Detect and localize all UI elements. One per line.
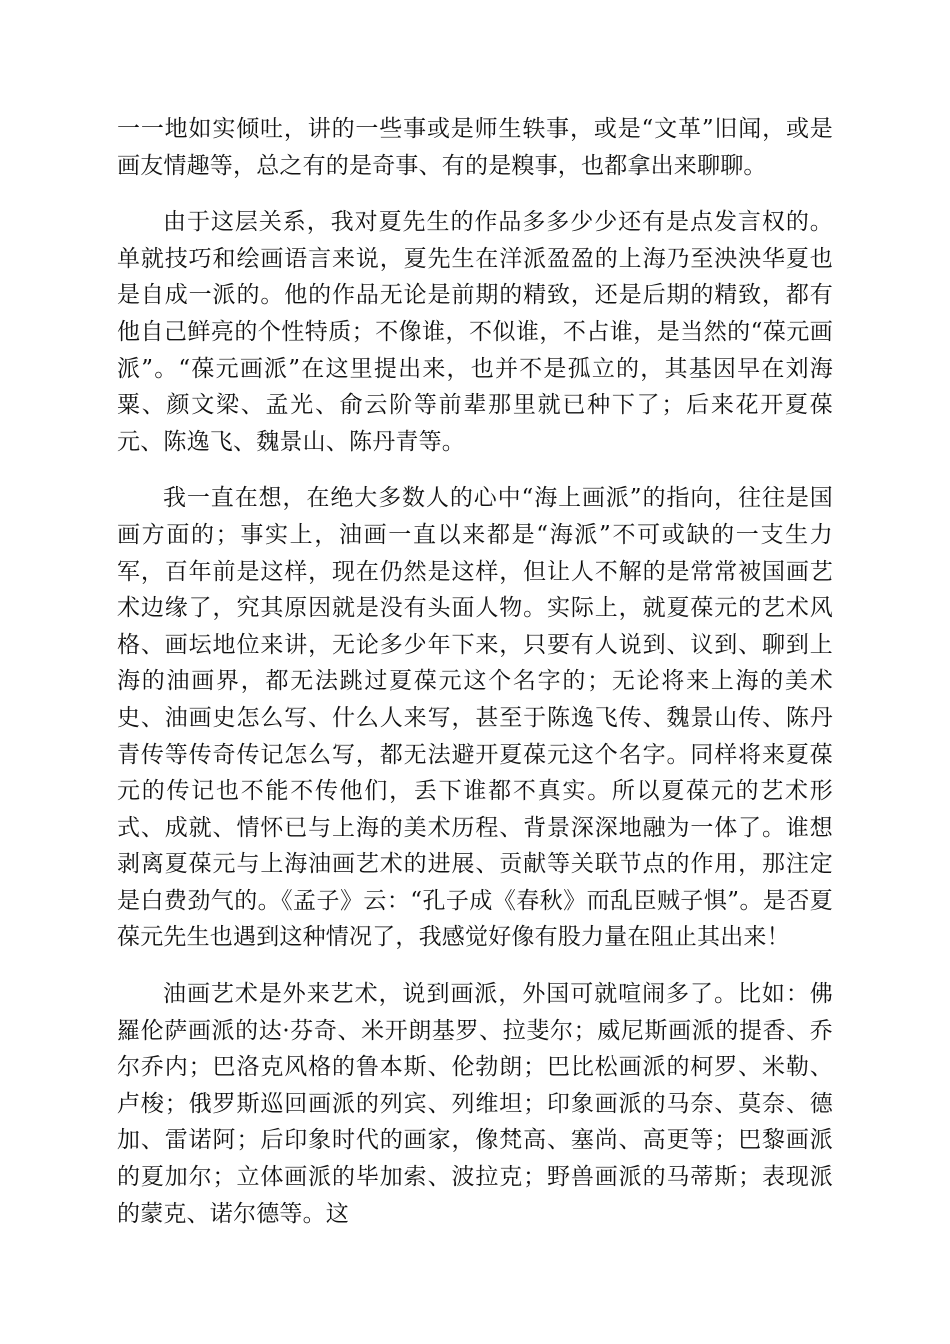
paragraph-4: 油画艺术是外来艺术，说到画派，外国可就喧闹多了。比如：佛羅伦萨画派的达·芬奇、米开朗基罗、拉斐尔；威尼斯画派的提香、乔尔乔内；巴洛克风格的鲁本斯、伦勃朗；巴比松画派的柯罗、米勒、卢梭；俄罗斯巡回画派的列宾、列维坦；印象画派的马奈、莫奈、德加、雷诺阿；后印象时代的画家，像梵高、塞尚、高更等；巴黎画派的夏加尔；立体画派的毕加索、波拉克；野兽画派的马蒂斯；表现派的蒙克、诺尔德等。这: [117, 981, 833, 1227]
document-page: [117, 111, 833, 1232]
paragraph-1: 一一地如实倾吐，讲的一些事或是师生轶事，或是“文革”旧闻，或是画友情趣等，总之有的是奇事、有的是糗事，也都拿出来聊聊。: [117, 116, 833, 179]
paragraph-2: 由于这层关系，我对夏先生的作品多多少少还有是点发言权的。单就技巧和绘画语言来说，夏先生在洋派盈盈的上海乃至泱泱华夏也是自成一派的。他的作品无论是前期的精致，还是后期的精致，都有他自己鲜亮的个性特质；不像谁，不似谁，不占谁，是当然的“葆元画派”。“葆元画派”在这里提出来，也并不是孤立的，其基因早在刘海粟、颜文梁、孟光、俞云阶等前辈那里就已种下了；后来花开夏葆元、陈逸飞、魏景山、陈丹青等。: [117, 209, 833, 455]
paragraph-3: 我一直在想，在绝大多数人的心中“海上画派”的指向，往往是国画方面的；事实上，油画一直以来都是“海派”不可或缺的一支生力军，百年前是这样，现在仍然是这样，但让人不解的是常常被国画艺术边缘了，究其原因就是没有头面人物。实际上，就夏葆元的艺术风格、画坛地位来讲，无论多少年下来，只要有人说到、议到、聊到上海的油画界，都无法跳过夏葆元这个名字的；无论将来上海的美术史、油画史怎么写、什么人来写，甚至于陈逸飞传、魏景山传、陈丹青传等传奇传记怎么写，都无法避开夏葆元这个名字。同样将来夏葆元的传记也不能不传他们，丢下谁都不真实。所以夏葆元的艺术形式、成就、情怀已与上海的美术历程、背景深深地融为一体了。谁想剥离夏葆元与上海油画艺术的进展、贡献等关联节点的作用，那注定是白费劲气的。《孟子》云：“孔子成《春秋》而乱臣贼子惧”。是否夏葆元先生也遇到这种情况了，我感觉好像有股力量在阻止其出来！: [117, 485, 833, 951]
